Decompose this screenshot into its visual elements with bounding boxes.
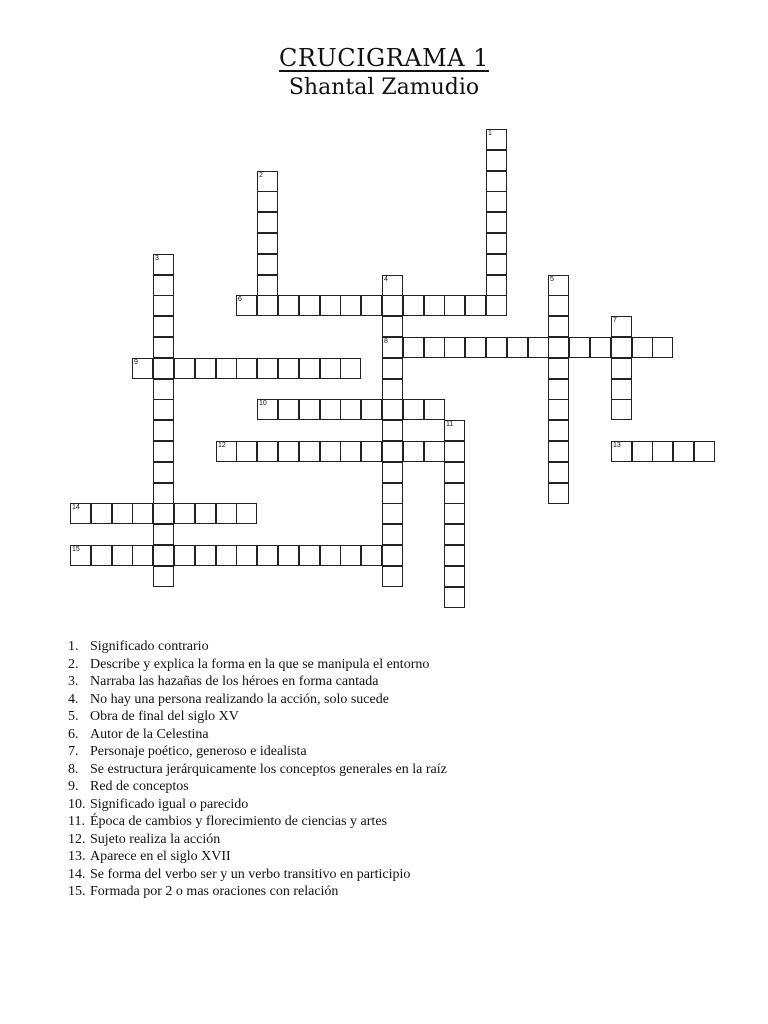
crossword-cell[interactable] [174, 545, 195, 566]
clue-text: Se forma del verbo ser y un verbo transitivo en participio [90, 866, 411, 882]
clue-number: 7. [68, 744, 79, 759]
crossword-cell[interactable] [153, 462, 174, 483]
crossword-cell[interactable] [694, 441, 715, 462]
crossword-cell[interactable] [382, 483, 403, 504]
crossword-cell[interactable] [486, 171, 507, 192]
crossword-cell[interactable] [153, 275, 174, 296]
crossword-cell[interactable] [174, 358, 195, 379]
clue-text: Significado igual o parecido [90, 796, 249, 812]
crossword-cell[interactable] [153, 399, 174, 420]
crossword-cell[interactable] [611, 337, 632, 358]
crossword-cell[interactable] [278, 399, 299, 420]
crossword-cell[interactable] [382, 316, 403, 337]
crossword-cell[interactable] [652, 441, 673, 462]
crossword-cell[interactable] [632, 337, 653, 358]
crossword-cell[interactable] [444, 462, 465, 483]
crossword-cell[interactable] [361, 545, 382, 566]
cell-number: 8 [384, 338, 388, 345]
crossword-cell[interactable] [153, 545, 174, 566]
crossword-cell[interactable] [257, 358, 278, 379]
crossword-cell[interactable] [486, 191, 507, 212]
crossword-cell[interactable] [382, 441, 403, 462]
crossword-cell[interactable] [216, 441, 237, 462]
crossword-cell[interactable] [611, 441, 632, 462]
crossword-cell[interactable] [382, 503, 403, 524]
crossword-cell[interactable] [174, 503, 195, 524]
crossword-cell[interactable] [236, 441, 257, 462]
clue-text: Describe y explica la forma en la que se manipula el entorno [90, 656, 430, 672]
crossword-cell[interactable] [424, 295, 445, 316]
cell-number: 3 [155, 255, 159, 262]
crossword-cell[interactable] [486, 275, 507, 296]
crossword-cell[interactable] [611, 316, 632, 337]
clue-item [68, 778, 708, 796]
clue-number: 3. [68, 674, 79, 689]
crossword-cell[interactable] [340, 399, 361, 420]
crossword-cell[interactable] [611, 379, 632, 400]
crossword-cell[interactable] [424, 337, 445, 358]
cell-number: 10 [259, 400, 267, 407]
clue-text: Aparece en el siglo XVII [90, 849, 231, 864]
clue-text: Se estructura jerárquicamente los conceptos generales en la raíz [90, 761, 447, 777]
crossword-cell[interactable] [403, 295, 424, 316]
crossword-cell[interactable] [382, 420, 403, 441]
crossword-cell[interactable] [278, 441, 299, 462]
clue-item [68, 761, 708, 779]
crossword-cell[interactable] [70, 503, 91, 524]
clue-number: 14. [68, 866, 86, 882]
clue-number: 1. [68, 639, 79, 654]
crossword-cell[interactable] [548, 316, 569, 337]
crossword-cell[interactable] [403, 337, 424, 358]
crossword-cell[interactable] [590, 337, 611, 358]
crossword-cell[interactable] [611, 399, 632, 420]
crossword-cell[interactable] [299, 358, 320, 379]
clue-number: 11. [68, 814, 85, 829]
crossword-cell[interactable] [257, 212, 278, 233]
cell-number: 1 [488, 130, 492, 137]
crossword-cell[interactable] [153, 316, 174, 337]
crossword-cell[interactable] [444, 587, 465, 608]
crossword-cell[interactable] [382, 399, 403, 420]
clue-item [68, 691, 708, 709]
crossword-cell[interactable] [361, 399, 382, 420]
crossword-cell[interactable] [382, 358, 403, 379]
crossword-cell[interactable] [257, 254, 278, 275]
crossword-cell[interactable] [486, 337, 507, 358]
crossword-cell[interactable] [132, 503, 153, 524]
crossword-cell[interactable] [195, 545, 216, 566]
crossword-cell[interactable] [320, 399, 341, 420]
crossword-cell[interactable] [444, 441, 465, 462]
cell-number: 9 [134, 359, 138, 366]
crossword-cell[interactable] [257, 399, 278, 420]
crossword-cell[interactable] [444, 524, 465, 545]
crossword-cell[interactable] [424, 399, 445, 420]
crossword-cell[interactable] [257, 545, 278, 566]
clue-item [68, 866, 708, 884]
crossword-cell[interactable] [236, 545, 257, 566]
crossword-cell[interactable] [382, 337, 403, 358]
crossword-cell[interactable] [403, 399, 424, 420]
crossword-cell[interactable] [382, 545, 403, 566]
crossword-cell[interactable] [548, 399, 569, 420]
crossword-cell[interactable] [548, 379, 569, 400]
clue-number: 10. [68, 796, 86, 812]
crossword-cell[interactable] [257, 191, 278, 212]
crossword-cell[interactable] [486, 295, 507, 316]
crossword-cell[interactable] [486, 150, 507, 171]
crossword-cell[interactable] [444, 566, 465, 587]
crossword-cell[interactable] [132, 358, 153, 379]
crossword-cell[interactable] [486, 129, 507, 150]
clue-number: 9. [68, 779, 79, 794]
crossword-cell[interactable] [548, 420, 569, 441]
crossword-cell[interactable] [403, 441, 424, 462]
crossword-cell[interactable] [153, 420, 174, 441]
clue-item [68, 726, 708, 744]
cell-number: 2 [259, 172, 263, 179]
crossword-cell[interactable] [486, 212, 507, 233]
crossword-cell[interactable] [132, 545, 153, 566]
crossword-cell[interactable] [153, 379, 174, 400]
cell-number: 11 [446, 421, 454, 428]
crossword-cell[interactable] [632, 441, 653, 462]
crossword-cell[interactable] [153, 483, 174, 504]
crossword-cell[interactable] [465, 337, 486, 358]
clue-item [68, 673, 708, 691]
crossword-cell[interactable] [548, 441, 569, 462]
crossword-cell[interactable] [548, 358, 569, 379]
crossword-cell[interactable] [153, 254, 174, 275]
page-subtitle: Shantal Zamudio [288, 75, 480, 100]
crossword-cell[interactable] [673, 441, 694, 462]
crossword-cell[interactable] [361, 441, 382, 462]
crossword-cell[interactable] [216, 503, 237, 524]
clue-text: Obra de final del siglo XV [90, 709, 239, 724]
crossword-cell[interactable] [444, 420, 465, 441]
crossword-cell[interactable] [91, 545, 112, 566]
crossword-cell[interactable] [153, 524, 174, 545]
crossword-cell[interactable] [340, 295, 361, 316]
crossword-cell[interactable] [652, 337, 673, 358]
clue-item [68, 813, 708, 831]
crossword-cell[interactable] [320, 545, 341, 566]
clue-number: 4. [68, 691, 79, 707]
cell-number: 15 [72, 546, 80, 553]
crossword-cell[interactable] [548, 462, 569, 483]
crossword-cell[interactable] [382, 462, 403, 483]
crossword-cell[interactable] [320, 441, 341, 462]
crossword-cell[interactable] [340, 545, 361, 566]
crossword-cell[interactable] [278, 545, 299, 566]
crossword-cell[interactable] [340, 358, 361, 379]
crossword-cell[interactable] [278, 358, 299, 379]
clue-item [68, 848, 708, 866]
crossword-cell[interactable] [153, 337, 174, 358]
crossword-cell[interactable] [257, 233, 278, 254]
crossword-cell[interactable] [299, 399, 320, 420]
clue-list [68, 638, 708, 901]
clue-number: 8. [68, 761, 79, 777]
crossword-cell[interactable] [320, 295, 341, 316]
crossword-cell[interactable] [91, 503, 112, 524]
clue-text: Autor de la Celestina [90, 726, 209, 742]
crossword-cell[interactable] [486, 254, 507, 275]
crossword-cell[interactable] [361, 295, 382, 316]
crossword-cell[interactable] [548, 483, 569, 504]
page-title: CRUCIGRAMA 1 [279, 44, 489, 72]
crossword-cell[interactable] [340, 441, 361, 462]
clue-text: No hay una persona realizando la acción, solo sucede [90, 691, 389, 707]
crossword-cell[interactable] [299, 295, 320, 316]
crossword-cell[interactable] [257, 171, 278, 192]
crossword-cell[interactable] [257, 295, 278, 316]
crossword-cell[interactable] [382, 275, 403, 296]
clue-text: Personaje poético, generoso e idealista [90, 744, 307, 759]
crossword-cell[interactable] [195, 358, 216, 379]
clue-text: Época de cambios y florecimiento de ciencias y artes [90, 814, 387, 829]
crossword-cell[interactable] [153, 566, 174, 587]
crossword-cell[interactable] [382, 524, 403, 545]
crossword-cell[interactable] [153, 503, 174, 524]
clue-item [68, 831, 708, 849]
crossword-cell[interactable] [299, 545, 320, 566]
crossword-cell[interactable] [382, 295, 403, 316]
crossword-cell[interactable] [528, 337, 549, 358]
cell-number: 13 [613, 442, 621, 449]
crossword-cell[interactable] [444, 337, 465, 358]
crossword-cell[interactable] [569, 337, 590, 358]
crossword-cell[interactable] [444, 545, 465, 566]
crossword-cell[interactable] [444, 295, 465, 316]
clue-text: Narraba las hazañas de los héroes en forma cantada [90, 674, 379, 689]
crossword-cell[interactable] [611, 358, 632, 379]
crossword-cell[interactable] [257, 275, 278, 296]
cell-number: 7 [613, 317, 617, 324]
crossword-cell[interactable] [465, 295, 486, 316]
crossword-cell[interactable] [112, 545, 133, 566]
clue-item [68, 796, 708, 814]
crossword-cell[interactable] [486, 233, 507, 254]
clue-number: 2. [68, 656, 79, 672]
crossword-cell[interactable] [548, 295, 569, 316]
crossword-cell[interactable] [153, 295, 174, 316]
clue-item [68, 743, 708, 761]
clue-number: 6. [68, 726, 79, 742]
clue-number: 5. [68, 709, 79, 724]
clue-number: 12. [68, 831, 86, 847]
clue-text: Red de conceptos [90, 779, 189, 794]
crossword-cell[interactable] [216, 358, 237, 379]
cell-number: 12 [218, 442, 226, 449]
crossword-cell[interactable] [216, 545, 237, 566]
crossword-cell[interactable] [507, 337, 528, 358]
crossword-cell[interactable] [278, 295, 299, 316]
clue-number: 15. [68, 884, 86, 899]
cell-number: 6 [238, 296, 242, 303]
clue-item [68, 638, 708, 656]
crossword-cell[interactable] [236, 295, 257, 316]
crossword-cell[interactable] [195, 503, 216, 524]
clue-text: Formada por 2 o mas oraciones con relación [90, 884, 339, 899]
crossword-cell[interactable] [153, 358, 174, 379]
crossword-cell[interactable] [153, 441, 174, 462]
crossword-cell[interactable] [382, 566, 403, 587]
crossword-cell[interactable] [70, 545, 91, 566]
cell-number: 14 [72, 504, 80, 511]
clue-number: 13. [68, 849, 86, 864]
crossword-cell[interactable] [236, 358, 257, 379]
cell-number: 5 [550, 276, 554, 283]
crossword-cell[interactable] [257, 441, 278, 462]
clue-text: Sujeto realiza la acción [90, 831, 221, 847]
crossword-cell[interactable] [382, 379, 403, 400]
clue-item [68, 656, 708, 674]
crossword-cell[interactable] [548, 275, 569, 296]
crossword-cell[interactable] [299, 441, 320, 462]
clue-item [68, 708, 708, 726]
crossword-cell[interactable] [320, 358, 341, 379]
crossword-cell[interactable] [548, 337, 569, 358]
crossword-cell[interactable] [444, 483, 465, 504]
crossword-cell[interactable] [424, 441, 445, 462]
crossword-cell[interactable] [236, 503, 257, 524]
clue-item [68, 883, 708, 901]
cell-number: 4 [384, 276, 388, 283]
clue-text: Significado contrario [90, 639, 209, 654]
crossword-cell[interactable] [444, 503, 465, 524]
crossword-cell[interactable] [112, 503, 133, 524]
